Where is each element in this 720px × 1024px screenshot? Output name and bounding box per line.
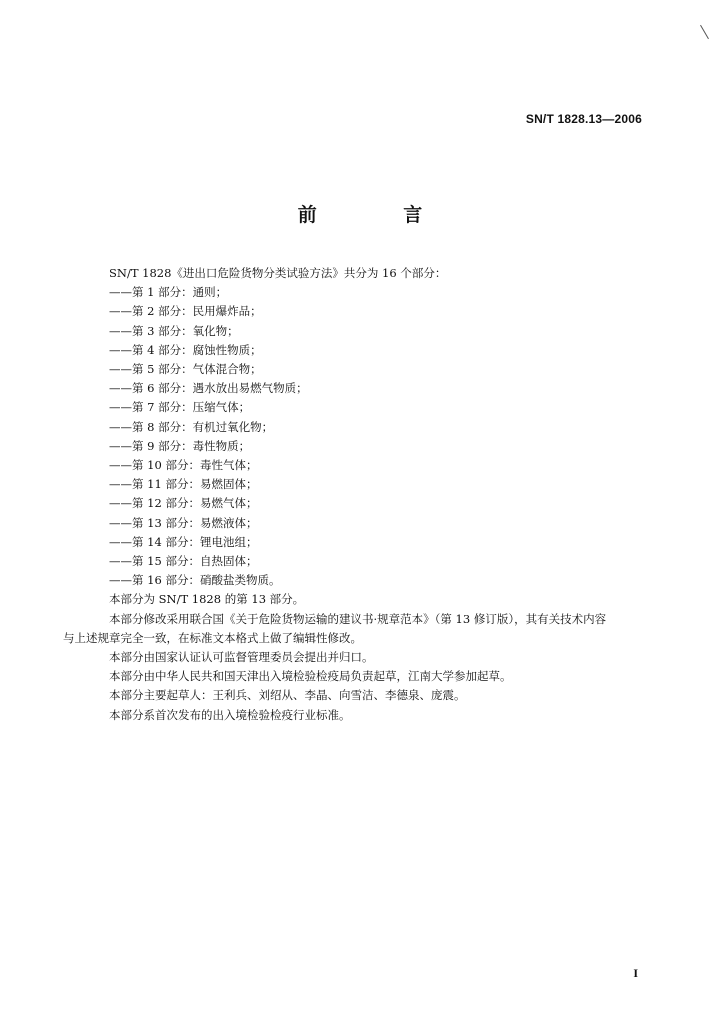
proposed-by-paragraph: 本部分由国家认证认可监督管理委员会提出并归口。 — [109, 650, 374, 665]
standard-number: SN/T 1828.13—2006 — [525, 112, 642, 126]
list-item: ——第 15 部分：自热固体； — [109, 554, 258, 569]
first-issue-paragraph: 本部分系首次发布的出入境检验检疫行业标准。 — [109, 707, 351, 722]
drafters-paragraph: 本部分主要起草人：王利兵、刘绍从、李晶、向雪洁、李德泉、庞震。 — [109, 688, 466, 703]
list-item: ——第 12 部分：易燃气体； — [109, 496, 258, 511]
list-item: ——第 9 部分：毒性物质； — [109, 438, 251, 453]
list-item: ——第 7 部分：压缩气体； — [109, 400, 251, 415]
this-part-paragraph: 本部分为 SN/T 1828 的第 13 部分。 — [109, 592, 305, 607]
parts-list — [86, 283, 646, 590]
list-item: ——第 16 部分：硝酸盐类物质。 — [109, 573, 281, 588]
drafted-by-paragraph: 本部分由中华人民共和国天津出入境检验检疫局负责起草，江南大学参加起草。 — [109, 669, 512, 684]
list-item: ——第 11 部分：易燃固体； — [109, 477, 258, 492]
adoption-paragraph — [63, 610, 646, 648]
list-item: ——第 13 部分：易燃液体； — [109, 515, 258, 530]
list-item: ——第 4 部分：腐蚀性物质； — [109, 342, 262, 357]
list-item: ——第 3 部分：氧化物； — [109, 323, 239, 338]
list-item: ——第 6 部分：遇水放出易燃气物质； — [109, 381, 308, 396]
list-item: ——第 1 部分：通则； — [109, 285, 228, 300]
page-title: 前 言 — [297, 204, 463, 226]
page-number: I — [633, 966, 638, 980]
list-item: ——第 10 部分：毒性气体； — [109, 458, 258, 473]
list-item: ——第 8 部分：有机过氧化物； — [109, 419, 274, 434]
adoption-paragraph-line-2: 与上述规章完全一致，在标准文本格式上做了编辑性修改。 — [63, 630, 362, 645]
intro-paragraph: SN/T 1828《进出口危险货物分类试验方法》共分为 16 个部分： — [109, 266, 447, 280]
list-item: ——第 5 部分：气体混合物； — [109, 362, 262, 377]
adoption-paragraph-line-1: 本部分修改采用联合国《关于危险货物运输的建议书·规章范本》（第 13 修订版），其有关技术内容 — [109, 611, 607, 626]
scan-artifact-mark — [700, 25, 709, 39]
list-item: ——第 2 部分：民用爆炸品； — [109, 304, 262, 319]
document-body — [63, 264, 646, 725]
list-item: ——第 14 部分：锂电池组； — [109, 534, 258, 549]
